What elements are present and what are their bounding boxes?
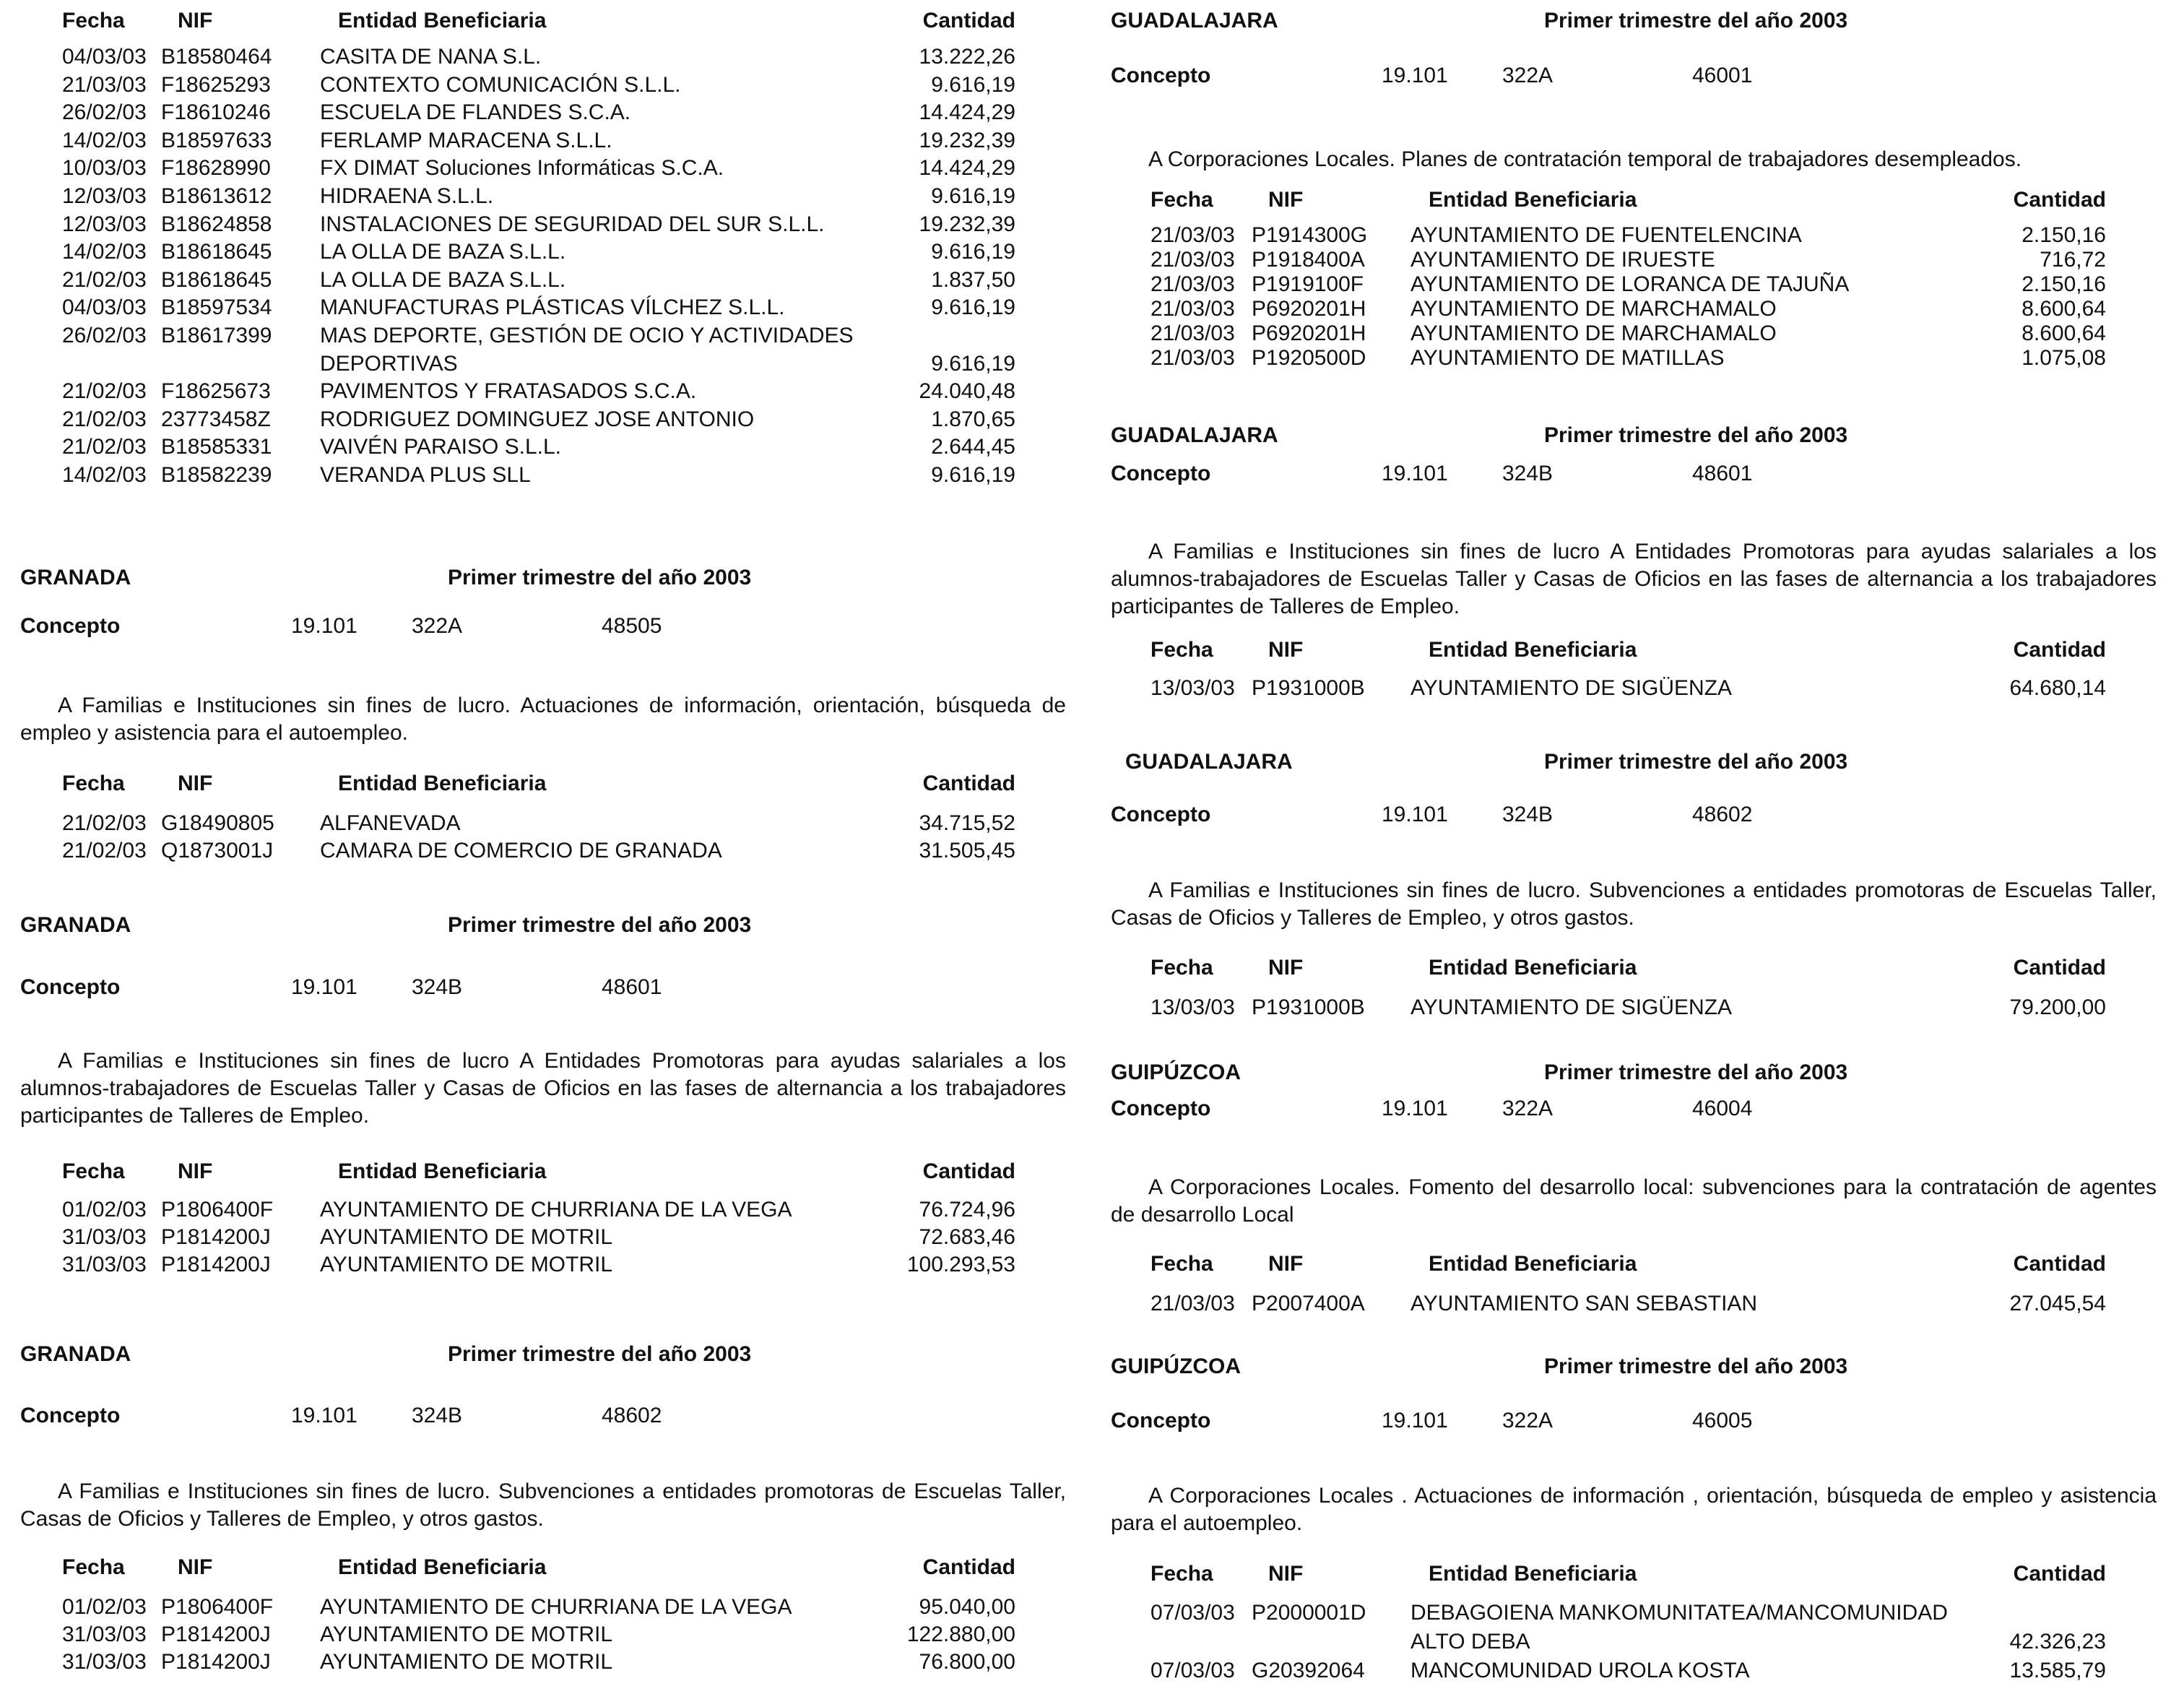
row-nif: F18628990 (161, 156, 271, 181)
header-fecha: Fecha (1150, 188, 1213, 212)
row-fecha: 14/02/03 (62, 128, 147, 152)
province-name: GUIPÚZCOA (1111, 1354, 1241, 1378)
concepto-programa: 322A (412, 614, 463, 638)
row-fecha: 14/02/03 (62, 463, 147, 487)
period-label: Primer trimestre del año 2003 (1544, 423, 1848, 447)
row-entidad: AYUNTAMIENTO DE SIGÜENZA (1410, 676, 1733, 700)
section-heading (20, 1344, 1082, 1373)
header-cantidad: Cantidad (2013, 188, 2106, 212)
row-fecha: 07/03/03 (1150, 1659, 1235, 1682)
concepto-label: Concepto (20, 975, 121, 999)
table-row (20, 813, 1082, 840)
row-nif: B18580464 (161, 45, 272, 69)
row-cantidad: 716,72 (2040, 248, 2106, 272)
section-description: A Familias e Instituciones sin fines de lucro. Subvenciones a entidades promotoras de Escuelas Taller, Casas de Oficios y Talleres de Empleo, y otros gastos. (20, 1479, 1066, 1531)
row-entidad: AYUNTAMIENTO DE MOTRIL (320, 1622, 613, 1646)
table-row (20, 130, 1082, 158)
concepto-seccion: 19.101 (1382, 1409, 1448, 1432)
row-nif: F18610246 (161, 100, 271, 125)
row-fecha: 21/02/03 (62, 379, 147, 404)
table-row (1111, 1660, 2172, 1689)
header-entidad: Entidad Beneficiaria (338, 1159, 547, 1183)
period-label: Primer trimestre del año 2003 (1544, 750, 1848, 774)
row-fecha: 12/03/03 (62, 184, 147, 208)
concepto-line (20, 977, 1082, 1006)
concepto-seccion: 19.101 (1382, 462, 1448, 485)
concepto-programa: 324B (412, 1404, 463, 1427)
row-cantidad: 27.045,54 (2009, 1292, 2106, 1315)
section-heading (1111, 1356, 2172, 1385)
section-heading (1111, 425, 2172, 454)
row-cantidad: 2.644,45 (931, 435, 1015, 459)
concepto-partida: 46005 (1692, 1409, 1753, 1432)
row-entidad: AYUNTAMIENTO DE MARCHAMALO (1410, 321, 1777, 345)
row-fecha: 01/02/03 (62, 1198, 147, 1222)
table-row (20, 157, 1082, 186)
concepto-seccion: 19.101 (1382, 64, 1448, 87)
concepto-label: Concepto (20, 1404, 121, 1427)
table-header (20, 1557, 1082, 1583)
concepto-programa: 322A (1502, 64, 1554, 87)
period-label: Primer trimestre del año 2003 (1544, 9, 1848, 33)
table-row (20, 186, 1082, 214)
row-entidad: AYUNTAMIENTO DE MOTRIL (320, 1253, 613, 1276)
row-nif: B18582239 (161, 463, 272, 487)
row-entidad: AYUNTAMIENTO DE SIGÜENZA (1410, 995, 1733, 1019)
row-entidad: CASITA DE NANA S.L. (320, 45, 542, 69)
row-nif: P1931000B (1252, 676, 1365, 700)
row-entidad: AYUNTAMIENTO DE CHURRIANA DE LA VEGA (320, 1198, 792, 1222)
row-nif: P1806400F (161, 1595, 274, 1619)
header-entidad: Entidad Beneficiaria (1429, 638, 1637, 662)
province-name: GUIPÚZCOA (1111, 1060, 1241, 1084)
table-row (20, 1624, 1082, 1651)
section-heading (20, 915, 1082, 943)
concepto-label: Concepto (20, 614, 121, 638)
row-cantidad: 14.424,29 (919, 156, 1015, 181)
row-entidad: MANCOMUNIDAD UROLA KOSTA (1410, 1659, 1750, 1682)
table-row (20, 1227, 1082, 1254)
header-fecha: Fecha (62, 1555, 125, 1579)
row-nif: P1814200J (161, 1650, 271, 1674)
row-cantidad: 9.616,19 (931, 463, 1015, 487)
header-nif: NIF (1268, 1252, 1304, 1276)
row-cantidad: 100.293,53 (906, 1253, 1015, 1276)
section-description: A Familias e Instituciones sin fines de lucro A Entidades Promotoras para ayudas salariales a los alumnos-trabajadores de Escuelas Taller y Casas de Oficios en las fases de alternancia a los trabajadores participantes de Talleres de Empleo. (20, 1049, 1066, 1128)
table-row (1111, 274, 2172, 298)
row-entidad: AYUNTAMIENTO DE IRUESTE (1410, 248, 1715, 272)
table-header (1111, 639, 2172, 665)
concepto-partida: 48505 (602, 614, 662, 638)
table-row (20, 1651, 1082, 1679)
table-row (20, 436, 1082, 464)
table-row (20, 1199, 1082, 1227)
row-entidad-cont: DEPORTIVAS (320, 351, 458, 376)
concepto-line (1111, 804, 2172, 833)
row-entidad: CONTEXTO COMUNICACIÓN S.L.L. (320, 72, 681, 97)
concepto-programa: 322A (1502, 1097, 1554, 1120)
row-cantidad: 19.232,39 (919, 128, 1015, 152)
row-nif: P1931000B (1252, 995, 1365, 1019)
row-cantidad: 1.075,08 (2022, 346, 2106, 370)
row-cantidad: 64.680,14 (2009, 676, 2106, 700)
row-fecha: 21/02/03 (62, 839, 147, 863)
row-entidad: AYUNTAMIENTO DE LORANCA DE TAJUÑA (1410, 272, 1850, 296)
concepto-label: Concepto (1111, 1409, 1211, 1432)
province-name: GRANADA (20, 913, 131, 937)
header-entidad: Entidad Beneficiaria (338, 9, 547, 33)
row-nif: B18613612 (161, 184, 272, 208)
row-fecha: 31/03/03 (62, 1253, 147, 1276)
row-fecha: 21/02/03 (62, 435, 147, 459)
concepto-label: Concepto (1111, 64, 1211, 87)
row-cantidad: 8.600,64 (2022, 297, 2106, 321)
section-description: A Corporaciones Locales. Planes de contratación temporal de trabajadores desempleados. (1148, 147, 2022, 171)
province-name: GUADALAJARA (1111, 9, 1278, 33)
table-row (1111, 678, 2172, 705)
row-cantidad: 24.040,48 (919, 379, 1015, 404)
row-nif: F18625293 (161, 72, 271, 97)
row-nif: P1806400F (161, 1198, 274, 1222)
row-nif: P1814200J (161, 1253, 271, 1276)
row-entidad: AYUNTAMIENTO DE FUENTELENCINA (1410, 223, 1802, 247)
row-fecha: 04/03/03 (62, 295, 147, 320)
concepto-label: Concepto (1111, 462, 1211, 485)
section-heading (20, 567, 1082, 596)
concepto-line (1111, 1410, 2172, 1439)
row-entidad: ESCUELA DE FLANDES S.C.A. (320, 100, 631, 125)
row-fecha: 31/03/03 (62, 1225, 147, 1249)
header-nif: NIF (178, 1159, 213, 1183)
row-cantidad: 76.724,96 (919, 1198, 1015, 1222)
header-nif: NIF (1268, 188, 1304, 212)
row-fecha: 14/02/03 (62, 240, 147, 264)
row-fecha: 31/03/03 (62, 1650, 147, 1674)
row-entidad-cont: ALTO DEBA (1410, 1630, 1530, 1654)
row-entidad: MAS DEPORTE, GESTIÓN DE OCIO Y ACTIVIDADES (320, 324, 854, 347)
header-fecha: Fecha (1150, 638, 1213, 662)
row-nif: G20392064 (1252, 1659, 1365, 1682)
row-entidad: AYUNTAMIENTO DE MATILLAS (1410, 346, 1725, 370)
table-header (1111, 957, 2172, 983)
header-cantidad: Cantidad (922, 772, 1015, 795)
row-cantidad: 42.326,23 (2009, 1630, 2106, 1654)
row-entidad: VERANDA PLUS SLL (320, 463, 531, 487)
row-nif: G18490805 (161, 811, 274, 835)
concepto-line (1111, 1098, 2172, 1127)
concepto-seccion: 19.101 (291, 975, 358, 999)
row-fecha: 21/03/03 (1150, 297, 1235, 321)
table-row (20, 46, 1082, 74)
section-description: A Familias e Instituciones sin fines de lucro. Actuaciones de información, orientación, búsqueda de empleo y asistencia para el autoempleo. (20, 693, 1066, 745)
row-entidad: FX DIMAT Soluciones Informáticas S.C.A. (320, 156, 724, 181)
header-cantidad: Cantidad (922, 9, 1015, 33)
row-fecha: 13/03/03 (1150, 995, 1235, 1019)
row-nif: B18618645 (161, 240, 272, 264)
table-row (20, 381, 1082, 409)
row-nif: B18597534 (161, 295, 272, 320)
row-nif: P1919100F (1252, 272, 1364, 296)
row-nif: P2000001D (1252, 1601, 1366, 1625)
row-fecha: 13/03/03 (1150, 676, 1235, 700)
province-name: GRANADA (20, 566, 131, 589)
row-entidad: DEBAGOIENA MANKOMUNITATEA/MANCOMUNIDAD (1410, 1601, 1948, 1625)
row-entidad: RODRIGUEZ DOMINGUEZ JOSE ANTONIO (320, 407, 755, 431)
row-fecha: 21/03/03 (62, 72, 147, 97)
row-fecha: 04/03/03 (62, 45, 147, 69)
row-cantidad: 19.232,39 (919, 212, 1015, 236)
row-nif: B18617399 (161, 324, 272, 347)
row-fecha: 26/02/03 (62, 324, 147, 347)
header-nif: NIF (178, 772, 213, 795)
row-nif: P1914300G (1252, 223, 1368, 247)
concepto-partida: 48601 (1692, 462, 1753, 485)
row-entidad: MANUFACTURAS PLÁSTICAS VÍLCHEZ S.L.L. (320, 295, 785, 320)
section-description: A Corporaciones Locales . Actuaciones de información , orientación, búsqueda de empleo y asistencia para el autoempleo. (1111, 1484, 2157, 1535)
row-fecha: 21/03/03 (1150, 272, 1235, 296)
table-row (20, 1254, 1082, 1282)
header-entidad: Entidad Beneficiaria (1429, 1252, 1637, 1276)
header-cantidad: Cantidad (2013, 1252, 2106, 1276)
row-cantidad: 1.837,50 (931, 267, 1015, 292)
period-label: Primer trimestre del año 2003 (1544, 1060, 1848, 1084)
concepto-programa: 324B (1502, 462, 1554, 485)
table-row (1111, 225, 2172, 249)
row-cantidad: 13.222,26 (919, 45, 1015, 69)
header-nif: NIF (1268, 956, 1304, 980)
table-header (20, 773, 1082, 799)
table-row (20, 102, 1082, 130)
header-fecha: Fecha (62, 772, 125, 795)
row-cantidad: 95.040,00 (919, 1595, 1015, 1619)
row-fecha: 21/03/03 (1150, 248, 1235, 272)
row-entidad: AYUNTAMIENTO SAN SEBASTIAN (1410, 1292, 1758, 1315)
section-description: A Familias e Instituciones sin fines de lucro. Subvenciones a entidades promotoras de Escuelas Taller, Casas de Oficios y Talleres de Empleo, y otros gastos. (1111, 878, 2157, 930)
concepto-partida: 46004 (1692, 1097, 1753, 1120)
row-entidad: CAMARA DE COMERCIO DE GRANADA (320, 839, 722, 863)
header-fecha: Fecha (1150, 1252, 1213, 1276)
row-cantidad: 72.683,46 (919, 1225, 1015, 1249)
row-entidad: VAIVÉN PARAISO S.L.L. (320, 435, 562, 459)
row-fecha: 26/02/03 (62, 100, 147, 125)
concepto-programa: 324B (1502, 803, 1554, 826)
concepto-label: Concepto (1111, 803, 1211, 826)
row-fecha: 21/03/03 (1150, 223, 1235, 247)
concepto-partida: 48602 (602, 1404, 662, 1427)
table-row (1111, 249, 2172, 274)
concepto-line (20, 615, 1082, 644)
row-entidad: AYUNTAMIENTO DE MARCHAMALO (1410, 297, 1777, 321)
section-heading (1111, 10, 2172, 39)
concepto-line (20, 1405, 1082, 1434)
header-cantidad: Cantidad (2013, 956, 2106, 980)
row-fecha: 21/02/03 (62, 811, 147, 835)
header-entidad: Entidad Beneficiaria (1429, 956, 1637, 980)
row-cantidad: 9.616,19 (931, 72, 1015, 97)
header-fecha: Fecha (1150, 1562, 1213, 1586)
table-row (20, 74, 1082, 103)
period-label: Primer trimestre del año 2003 (448, 566, 752, 589)
row-entidad: FERLAMP MARACENA S.L.L. (320, 128, 612, 152)
table-header (1111, 189, 2172, 215)
header-entidad: Entidad Beneficiaria (338, 772, 547, 795)
row-nif: P1920500D (1252, 346, 1366, 370)
header-entidad: Entidad Beneficiaria (1429, 1562, 1637, 1586)
concepto-programa: 322A (1502, 1409, 1554, 1432)
row-nif: P6920201H (1252, 297, 1366, 321)
concepto-seccion: 19.101 (1382, 803, 1448, 826)
row-nif: F18625673 (161, 379, 271, 404)
header-nif: NIF (178, 1555, 213, 1579)
row-entidad: AYUNTAMIENTO DE MOTRIL (320, 1650, 613, 1674)
table-row (1111, 323, 2172, 347)
section-heading (1111, 1062, 2172, 1091)
row-nif: P1814200J (161, 1225, 271, 1249)
table-header (20, 1161, 1082, 1187)
table-row (20, 325, 1082, 381)
row-cantidad: 9.616,19 (931, 240, 1015, 264)
header-cantidad: Cantidad (922, 1159, 1015, 1183)
row-nif: B18597633 (161, 128, 272, 152)
row-cantidad: 79.200,00 (2009, 995, 2106, 1019)
row-entidad: PAVIMENTOS Y FRATASADOS S.C.A. (320, 379, 697, 404)
concepto-seccion: 19.101 (1382, 1097, 1448, 1120)
row-cantidad: 34.715,52 (919, 811, 1015, 835)
table-row (1111, 1602, 2172, 1660)
concepto-label: Concepto (1111, 1097, 1211, 1120)
table-row (1111, 997, 2172, 1024)
section-description: A Corporaciones Locales. Fomento del desarrollo local: subvenciones para la contratación de agentes de desarrollo Local (1111, 1175, 2157, 1227)
row-nif: B18618645 (161, 267, 272, 292)
concepto-partida: 46001 (1692, 64, 1753, 87)
header-cantidad: Cantidad (922, 1555, 1015, 1579)
section-heading (1111, 751, 2172, 780)
row-fecha: 21/03/03 (1150, 321, 1235, 345)
row-cantidad: 76.800,00 (919, 1650, 1015, 1674)
row-cantidad: 2.150,16 (2022, 223, 2106, 247)
row-entidad: ALFANEVADA (320, 811, 461, 835)
row-fecha: 21/03/03 (1150, 1292, 1235, 1315)
row-fecha: 10/03/03 (62, 156, 147, 181)
header-entidad: Entidad Beneficiaria (1429, 188, 1637, 212)
concepto-seccion: 19.101 (291, 1404, 358, 1427)
row-cantidad: 31.505,45 (919, 839, 1015, 863)
header-cantidad: Cantidad (2013, 638, 2106, 662)
row-cantidad: 2.150,16 (2022, 272, 2106, 296)
concepto-line (1111, 65, 2172, 94)
table-row (20, 297, 1082, 325)
province-name: GUADALAJARA (1111, 423, 1278, 447)
province-name: GRANADA (20, 1342, 131, 1366)
row-nif: B18585331 (161, 435, 272, 459)
table-row (1111, 298, 2172, 323)
row-fecha: 31/03/03 (62, 1622, 147, 1646)
concepto-programa: 324B (412, 975, 463, 999)
row-nif: B18624858 (161, 212, 272, 236)
concepto-line (1111, 463, 2172, 492)
header-cantidad: Cantidad (2013, 1562, 2106, 1586)
row-fecha: 12/03/03 (62, 212, 147, 236)
row-entidad: HIDRAENA S.L.L. (320, 184, 494, 208)
row-cantidad: 14.424,29 (919, 100, 1015, 125)
period-label: Primer trimestre del año 2003 (448, 1342, 752, 1366)
table-row (20, 1596, 1082, 1624)
row-fecha: 01/02/03 (62, 1595, 147, 1619)
header-fecha: Fecha (62, 1159, 125, 1183)
row-cantidad: 8.600,64 (2022, 321, 2106, 345)
header-fecha: Fecha (62, 9, 125, 33)
period-label: Primer trimestre del año 2003 (448, 913, 752, 937)
header-nif: NIF (1268, 638, 1304, 662)
row-cantidad: 1.870,65 (931, 407, 1015, 431)
table-row (20, 214, 1082, 242)
table-header (1111, 1253, 2172, 1279)
row-cantidad: 9.616,19 (931, 351, 1015, 376)
row-fecha: 07/03/03 (1150, 1601, 1235, 1625)
header-nif: NIF (1268, 1562, 1304, 1586)
row-entidad: INSTALACIONES DE SEGURIDAD DEL SUR S.L.L. (320, 212, 825, 236)
row-cantidad: 9.616,19 (931, 295, 1015, 320)
header-fecha: Fecha (1150, 956, 1213, 980)
table-row (20, 464, 1082, 493)
table-row (20, 840, 1082, 868)
table-header (20, 10, 1082, 36)
row-cantidad: 9.616,19 (931, 184, 1015, 208)
row-fecha: 21/02/03 (62, 407, 147, 431)
row-fecha: 21/02/03 (62, 267, 147, 292)
table-row (20, 241, 1082, 269)
header-nif: NIF (178, 9, 213, 33)
row-cantidad: 122.880,00 (906, 1622, 1015, 1646)
row-entidad: LA OLLA DE BAZA S.L.L. (320, 267, 566, 292)
table-row (1111, 347, 2172, 372)
table-header (1111, 1563, 2172, 1589)
section-description: A Familias e Instituciones sin fines de lucro A Entidades Promotoras para ayudas salariales a los alumnos-trabajadores de Escuelas Taller y Casas de Oficios en las fases de alternancia a los trabajadores participantes de Talleres de Empleo. (1111, 540, 2157, 618)
row-nif: P1814200J (161, 1622, 271, 1646)
concepto-partida: 48601 (602, 975, 662, 999)
province-name: GUADALAJARA (1125, 750, 1293, 774)
table-row (20, 269, 1082, 298)
row-nif: Q1873001J (161, 839, 274, 863)
table-row (20, 409, 1082, 437)
row-entidad: AYUNTAMIENTO DE MOTRIL (320, 1225, 613, 1249)
row-nif: P6920201H (1252, 321, 1366, 345)
row-fecha: 21/03/03 (1150, 346, 1235, 370)
row-cantidad: 13.585,79 (2009, 1659, 2106, 1682)
row-entidad: LA OLLA DE BAZA S.L.L. (320, 240, 566, 264)
row-entidad: AYUNTAMIENTO DE CHURRIANA DE LA VEGA (320, 1595, 792, 1619)
concepto-partida: 48602 (1692, 803, 1753, 826)
table-row (1111, 1293, 2172, 1321)
period-label: Primer trimestre del año 2003 (1544, 1354, 1848, 1378)
header-entidad: Entidad Beneficiaria (338, 1555, 547, 1579)
row-nif: 23773458Z (161, 407, 271, 431)
row-nif: P1918400A (1252, 248, 1365, 272)
concepto-seccion: 19.101 (291, 614, 358, 638)
row-nif: P2007400A (1252, 1292, 1365, 1315)
